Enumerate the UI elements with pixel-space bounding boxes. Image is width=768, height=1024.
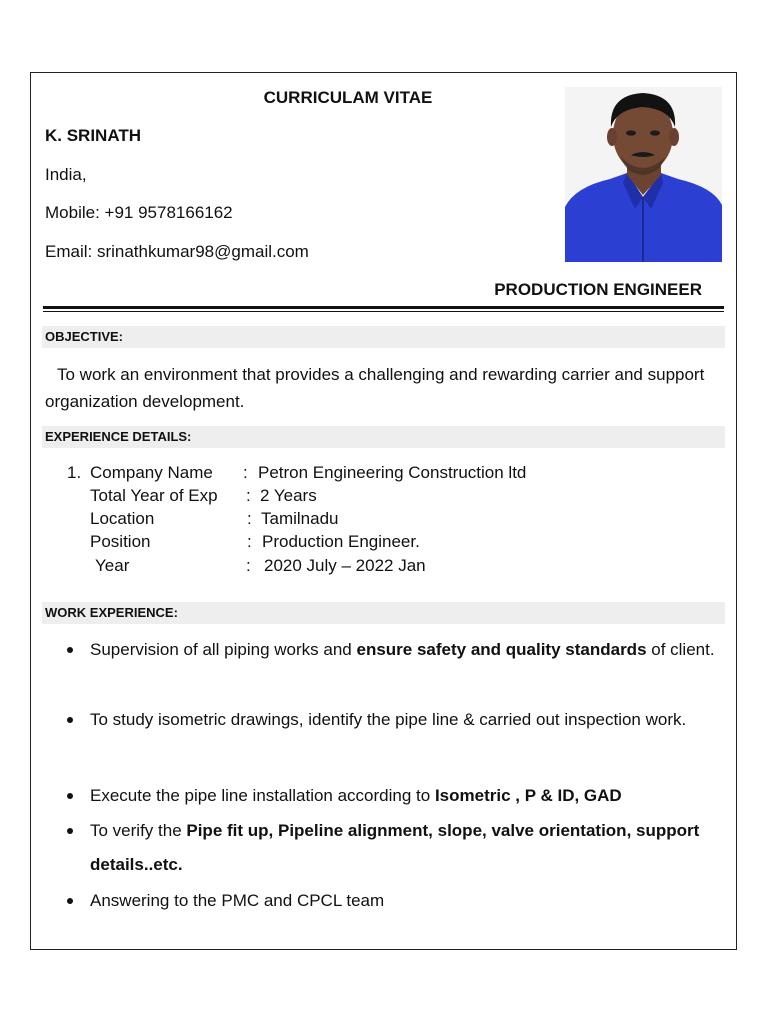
experience-label: Year (95, 556, 130, 575)
candidate-mobile: Mobile: +91 9578166162 (45, 203, 233, 222)
objective-text: To work an environment that provides a challenging and rewarding carrier and support organization development. (45, 365, 705, 411)
experience-separator: : (246, 486, 251, 505)
experience-value: Tamilnadu (261, 509, 339, 528)
work-item-text-end: of client. (646, 640, 715, 659)
candidate-email: Email: srinathkumar98@gmail.com (45, 242, 309, 261)
work-item (90, 703, 720, 737)
work-item-emphasis: Pipe fit up, Pipeline alignment, slope, valve orientation, support details..etc. (90, 821, 700, 874)
work-item-text: To verify the (90, 821, 187, 840)
candidate-name: K. SRINATH (45, 126, 142, 145)
work-item (90, 633, 720, 667)
work-item-text: Answering to the PMC and CPCL team (90, 891, 385, 910)
work-item-text: To study isometric drawings, identify the pipe line & carried out inspection work. (90, 710, 687, 729)
work-item (90, 779, 720, 813)
experience-label: Company Name (90, 463, 213, 482)
work-item-text: Execute the pipe line installation according to (90, 786, 435, 805)
experience-separator: : (247, 509, 252, 528)
document-title: CURRICULAM VITAE (263, 88, 433, 107)
bullet-icon (67, 647, 73, 653)
work-item-emphasis: Isometric , P & ID, GAD (434, 786, 622, 805)
bullet-icon (67, 898, 73, 904)
experience-separator: : (246, 556, 251, 575)
work-item-emphasis: ensure safety and quality standards (356, 640, 647, 659)
profile-photo (565, 87, 722, 262)
work-item (90, 814, 720, 882)
experience-value: Production Engineer. (262, 532, 420, 551)
bullet-icon (67, 717, 73, 723)
experience-number: 1. (67, 463, 82, 482)
candidate-country: India, (45, 165, 87, 184)
work-item-text: Supervision of all piping works and (90, 640, 357, 659)
bullet-icon (67, 828, 73, 834)
experience-label: Total Year of Exp (90, 486, 218, 505)
experience-value: Petron Engineering Construction ltd (258, 463, 527, 482)
objective-heading: OBJECTIVE: (42, 326, 725, 348)
experience-separator: : (247, 532, 252, 551)
work-item (90, 884, 720, 918)
experience-value: 2020 July – 2022 Jan (264, 556, 426, 575)
experience-separator: : (243, 463, 248, 482)
experience-label: Location (90, 509, 155, 528)
header-divider-thick (43, 306, 724, 309)
experience-label: Position (90, 532, 151, 551)
work-experience-heading: WORK EXPERIENCE: (42, 602, 725, 624)
job-title: PRODUCTION ENGINEER (494, 280, 702, 299)
header-divider-thin (43, 311, 724, 312)
experience-details-heading: EXPERIENCE DETAILS: (42, 426, 725, 448)
bullet-icon (67, 793, 73, 799)
experience-value: 2 Years (260, 486, 317, 505)
